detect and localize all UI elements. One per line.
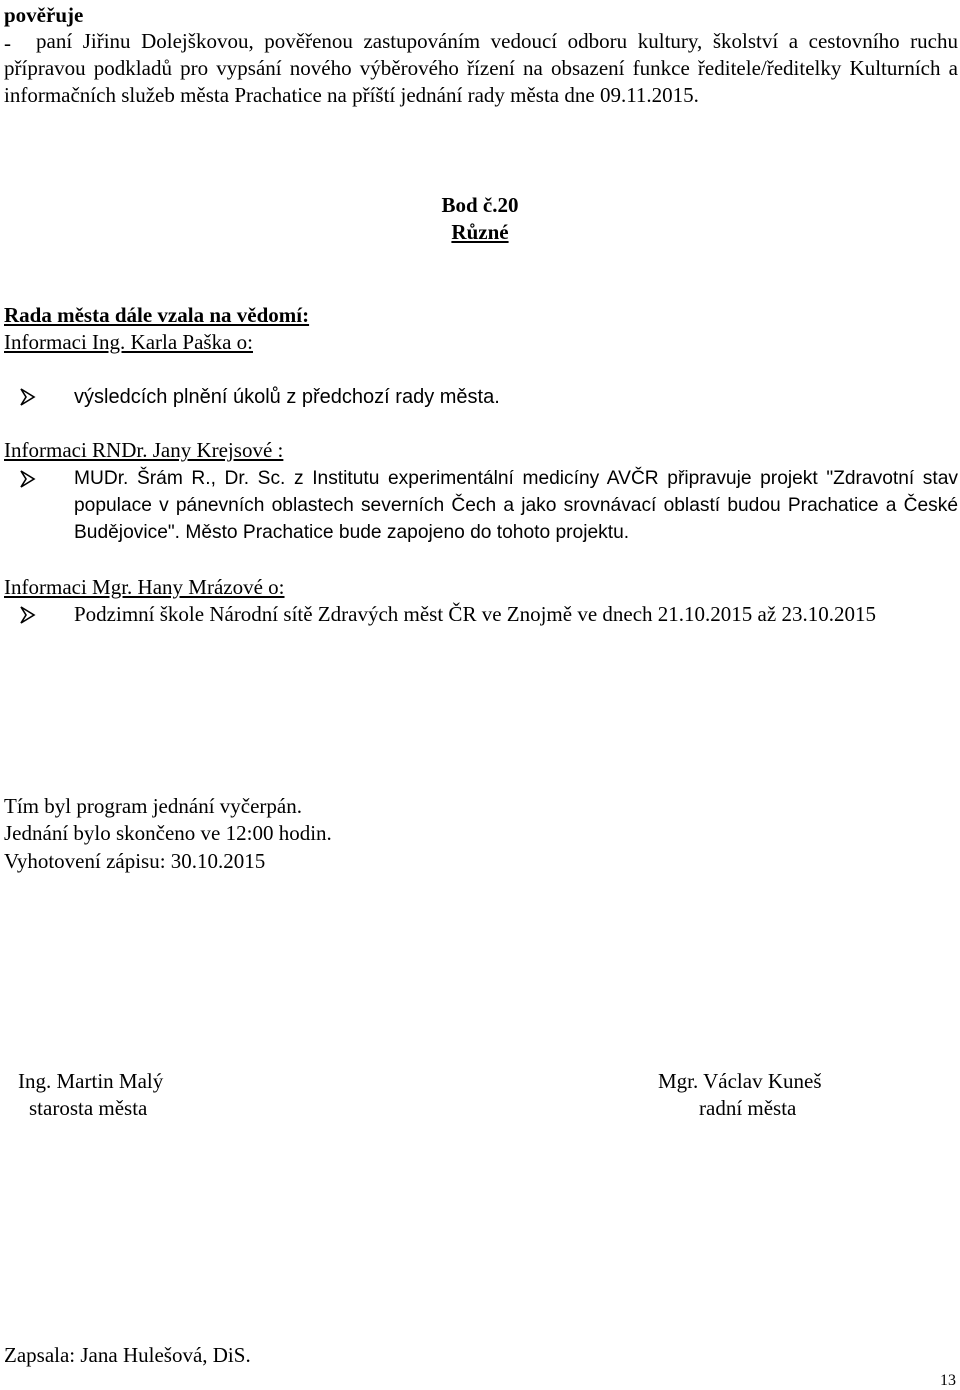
closing-line-2: Jednání bylo skončeno ve 12:00 hodin. xyxy=(4,821,332,845)
info-1-label: Informaci Ing. Karla Paška o: xyxy=(4,330,253,354)
rada-heading: Rada města dále vzala na vědomí: xyxy=(4,303,310,327)
page-number: 13 xyxy=(940,1372,956,1389)
info-2-bullet: MUDr. Šrám R., Dr. Sc. z Institutu experimentální medicíny AVČR připravuje projekt "Zdravotní stav populace v pánevních oblastech severních Čech a jako srovnávací oblastí budou Prachatice a České Budějovice". Město Prachatice bude zapojeno do tohoto projektu. xyxy=(74,468,958,543)
signature-right-role: radní města xyxy=(699,1096,797,1120)
arrowhead-bullet-icon xyxy=(20,470,36,488)
poveruje-text: paní Jiřinu Dolejškovou, pověřenou zastupováním vedoucí odboru kultury, školství a cestovního ruchu přípravou podkladů pro vypsání nového výběrového řízení na obsazení funkce ředitele/ředitelky Kulturních a informačních služeb města Prachatice na příští jednání rady města dne 09.11.2015. xyxy=(4,29,958,107)
bod-title-wrap xyxy=(0,219,960,245)
arrowhead-bullet-icon xyxy=(20,388,36,406)
signature-right-name: Mgr. Václav Kuneš xyxy=(658,1069,822,1093)
poveruje-heading: pověřuje xyxy=(4,3,84,27)
signature-left-role: starosta města xyxy=(29,1096,148,1120)
list-dash: - xyxy=(4,31,11,55)
info-1-bullet: výsledcích plnění úkolů z předchozí rady města. xyxy=(74,386,500,408)
arrowhead-bullet-icon xyxy=(20,606,36,624)
info-3-label: Informaci Mgr. Hany Mrázové o: xyxy=(4,575,285,599)
closing-line-3: Vyhotovení zápisu: 30.10.2015 xyxy=(4,849,266,873)
info-2-label: Informaci RNDr. Jany Krejsové : xyxy=(4,438,284,462)
recorder: Zapsala: Jana Hulešová, DiS. xyxy=(4,1343,251,1367)
signature-left-name: Ing. Martin Malý xyxy=(18,1069,164,1093)
closing-line-1: Tím byl program jednání vyčerpán. xyxy=(4,794,302,818)
bod-title: Různé xyxy=(451,220,509,244)
bod-number: Bod č.20 xyxy=(441,193,519,217)
info-3-bullet: Podzimní škole Národní sítě Zdravých měst ČR ve Znojmě ve dnech 21.10.2015 až 23.10.2015 xyxy=(74,602,876,626)
